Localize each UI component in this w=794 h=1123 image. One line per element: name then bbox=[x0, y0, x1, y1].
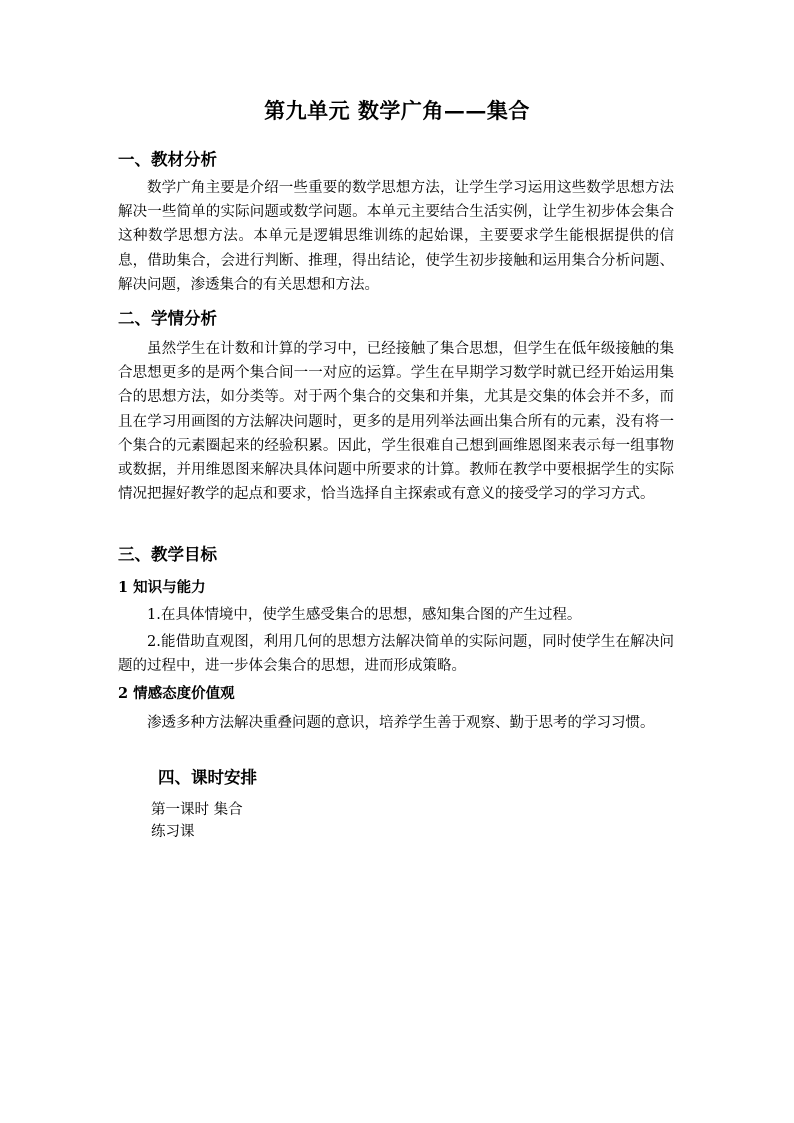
schedule-line-2: 练习课 bbox=[151, 824, 195, 840]
knowledge-goal-item-1: 1.在具体情境中，使学生感受集合的思想，感知集合图的产生过程。 bbox=[147, 607, 582, 623]
student-analysis-paragraph: 虽然学生在计数和计算的学习中，已经接触了集合思想，但学生在低年级接触的集合思想更多的是两个集合间一一对应的运算。学生在早期学习数学时就已经开始运用集合的思想方法，如分类等。对于两个集合的交集和并集，尤其是交集的体会并不多，而且在学习用画图的方法解决问题时，更多的是用列举法画出集合所有的元素，没有将一个集合的元素圈起来的经验积累。因此，学生很难自己想到画维恩图来表示每一组事物或数据，并用维恩图来解决具体问题中所要求的计算。教师在教学中要根据学生的实际情况把握好教学的起点和要求，恰当选择自主探索或有意义的接受学习的学习方式。 bbox=[118, 341, 674, 503]
subheading-emotion-values: 2 情感态度价值观 bbox=[118, 685, 235, 702]
schedule-line-1: 第一课时 集合 bbox=[151, 802, 243, 818]
section-heading-textbook-analysis: 一、教材分析 bbox=[118, 150, 217, 169]
section-heading-teaching-goals: 三、教学目标 bbox=[118, 545, 217, 564]
document-title: 第九单元 数学广角——集合 bbox=[264, 98, 530, 123]
subheading-knowledge-ability: 1 知识与能力 bbox=[118, 579, 206, 596]
section-heading-student-analysis: 二、学情分析 bbox=[118, 309, 217, 328]
textbook-analysis-paragraph: 数学广角主要是介绍一些重要的数学思想方法，让学生学习运用这些数学思想方法解决一些简单的实际问题或数学问题。本单元主要结合生活实例，让学生初步体会集合这种数学思想方法。本单元是逻辑思维训练的起始课，主要要求学生能根据提供的信息，借助集合，会进行判断、推理，得出结论，使学生初步接触和运用集合分析问题、解决问题，渗透集合的有关思想和方法。 bbox=[118, 180, 674, 293]
knowledge-goal-item-2: 2.能借助直观图，利用几何的思想方法解决简单的实际问题，同时使学生在解决问题的过程中，进一步体会集合的思想，进而形成策略。 bbox=[118, 634, 674, 675]
emotion-values-paragraph: 渗透多种方法解决重叠问题的意识，培养学生善于观察、勤于思考的学习习惯。 bbox=[147, 715, 655, 731]
section-heading-schedule: 四、课时安排 bbox=[158, 768, 257, 787]
